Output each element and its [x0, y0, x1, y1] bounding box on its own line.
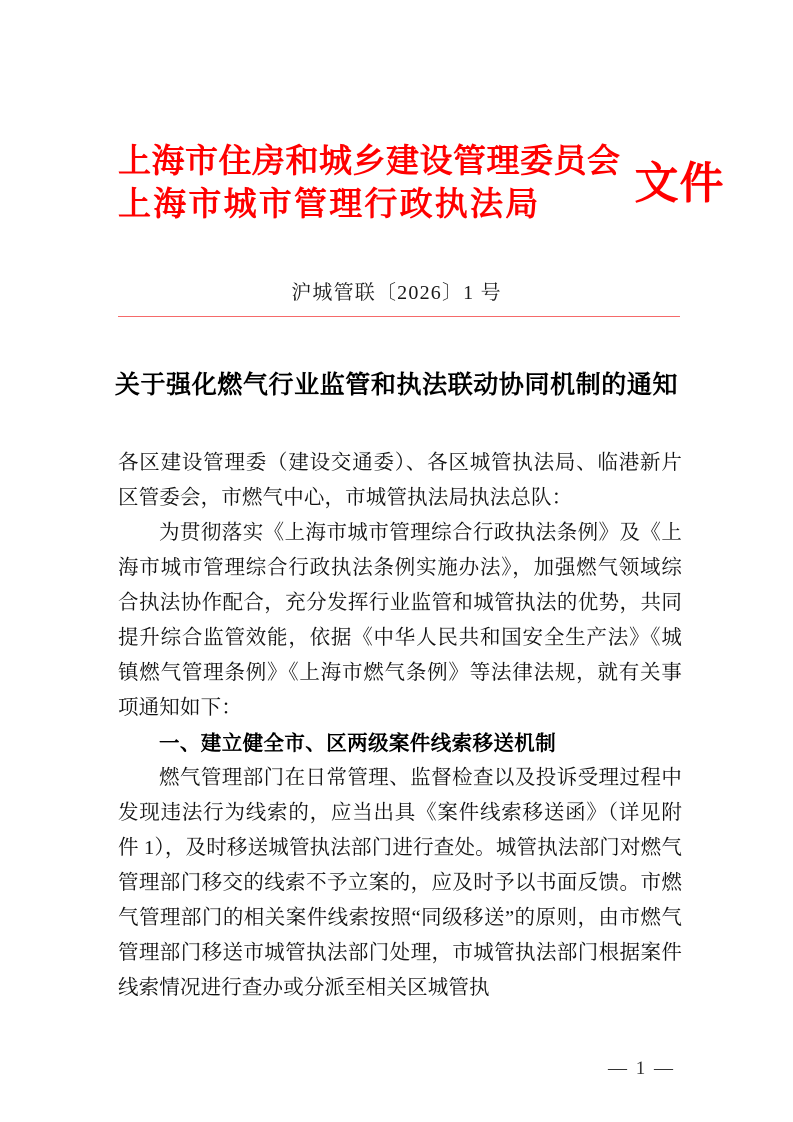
body-paragraph-1: 为贯彻落实《上海市城市管理综合行政执法条例》及《上海市城市管理综合行政执法条例实施办法》，加强燃气领域综合执法协作配合，充分发挥行业监管和城管执法的优势，共同提升综合监管效能，依据《中华人民共和国安全生产法》《城镇燃气管理条例》《上海市燃气条例》等法律法规，就有关事项通知如下：	[118, 522, 682, 719]
section-1-paragraph: 燃气管理部门在日常管理、监督检查以及投诉受理过程中发现违法行为线索的，应当出具《案件线索移送函》（详见附件 1），及时移送城管执法部门进行查处。城管执法部门对燃气管理部门移交的线索不予立案的，应及时予以书面反馈。市燃气管理部门的相关案件线索按照“同级移送”的原则，由市燃气管理部门移送市城管执法部门处理，市城管执法部门根据案件线索情况进行查办或分派至相关区城管执	[118, 767, 682, 999]
document-body	[118, 446, 682, 1006]
red-separator-rule	[118, 316, 680, 317]
document-number: 沪城管联〔2026〕1 号	[291, 282, 502, 304]
letterhead-agency-names	[118, 141, 621, 227]
letterhead-line-2: 上海市城市管理行政执法局	[118, 187, 541, 223]
letterhead-suffix-wenjian: 文件	[634, 159, 725, 208]
page-number-footer: — 1 —	[608, 1058, 675, 1079]
recipients-line: 各区建设管理委（建设交通委）、各区城管执法局、临港新片区管委会，市燃气中心，市城管执法局执法总队：	[118, 452, 682, 509]
letterhead-line-1: 上海市住房和城乡建设管理委员会	[118, 144, 621, 180]
document-title: 关于强化燃气行业监管和执法联动协同机制的通知	[114, 372, 679, 399]
letterhead	[0, 128, 793, 240]
section-heading-1: 一、建立健全市、区两级案件线索移送机制	[159, 732, 557, 755]
